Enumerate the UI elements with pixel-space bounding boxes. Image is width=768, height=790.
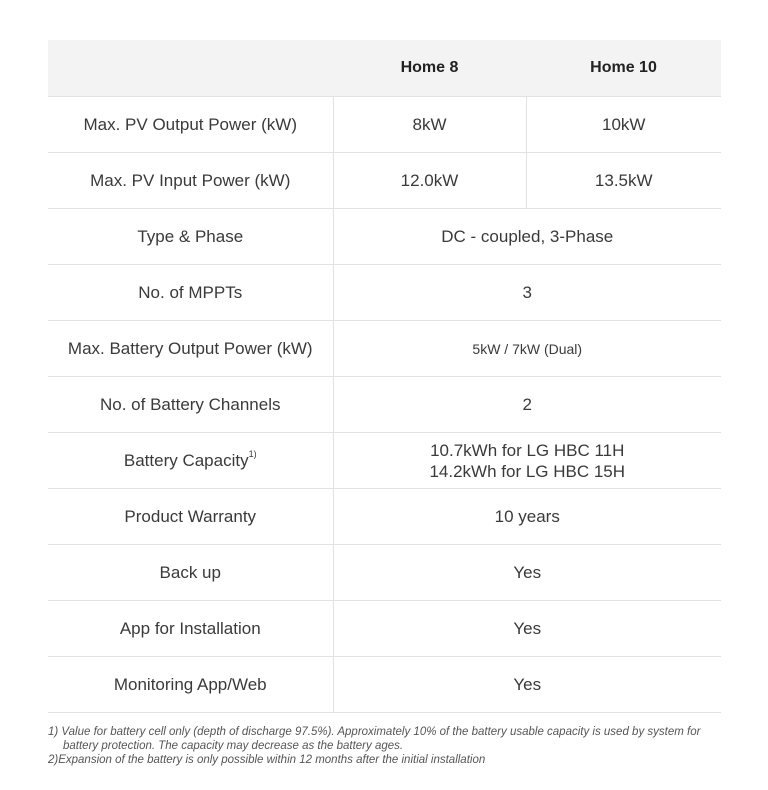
- row-value: Yes: [333, 657, 721, 713]
- footnotes: [48, 725, 753, 767]
- table-row: [48, 153, 721, 209]
- table-row: [48, 377, 721, 433]
- table-row: [48, 97, 721, 153]
- footnote-1-line-2: battery protection. The capacity may decrease as the battery ages.: [63, 740, 404, 752]
- row-value: Yes: [333, 545, 721, 601]
- header-empty-cell: [48, 40, 333, 97]
- table-row: [48, 209, 721, 265]
- row-value: Yes: [333, 601, 721, 657]
- row-value-home-10: 10kW: [526, 97, 721, 153]
- row-label: No. of MPPTs: [48, 265, 333, 321]
- row-label: No. of Battery Channels: [48, 377, 333, 433]
- row-label: Monitoring App/Web: [48, 657, 333, 713]
- table-row: [48, 321, 721, 377]
- row-label: Max. Battery Output Power (kW): [48, 321, 333, 377]
- row-value-home-8: 8kW: [333, 97, 526, 153]
- row-label: Back up: [48, 545, 333, 601]
- table-row: [48, 489, 721, 545]
- row-label-battery-capacity: [48, 433, 333, 489]
- footnote-marker: 1): [248, 448, 257, 459]
- row-label: App for Installation: [48, 601, 333, 657]
- row-label-text: Battery Capacity: [123, 450, 249, 470]
- row-label: Max. PV Input Power (kW): [48, 153, 333, 209]
- row-value-home-10: 13.5kW: [526, 153, 721, 209]
- spec-table: [48, 40, 721, 713]
- footnote-1-line-1: 1) Value for battery cell only (depth of discharge 97.5%). Approximately 10% of the battery usable capacity is used by system for: [48, 726, 701, 738]
- header-home-8: Home 8: [333, 40, 526, 97]
- table-row: [48, 657, 721, 713]
- row-value: 5kW / 7kW (Dual): [333, 321, 721, 377]
- table-row: [48, 601, 721, 657]
- row-value: 3: [333, 265, 721, 321]
- table-header-row: [48, 40, 721, 97]
- header-home-10: Home 10: [526, 40, 721, 97]
- row-value: DC - coupled, 3-Phase: [333, 209, 721, 265]
- footnote-2: 2)Expansion of the battery is only possible within 12 months after the initial installation: [48, 754, 486, 766]
- row-value-battery-capacity: [333, 433, 721, 489]
- row-label: Max. PV Output Power (kW): [48, 97, 333, 153]
- table-row: [48, 265, 721, 321]
- row-label: Type & Phase: [48, 209, 333, 265]
- battery-capacity-line-1: 10.7kWh for LG HBC 11H: [430, 440, 625, 460]
- row-value: 2: [333, 377, 721, 433]
- table-row: [48, 433, 721, 489]
- row-value-home-8: 12.0kW: [333, 153, 526, 209]
- row-value: 10 years: [333, 489, 721, 545]
- row-label: Product Warranty: [48, 489, 333, 545]
- table-row: [48, 545, 721, 601]
- battery-capacity-line-2: 14.2kWh for LG HBC 15H: [429, 461, 626, 481]
